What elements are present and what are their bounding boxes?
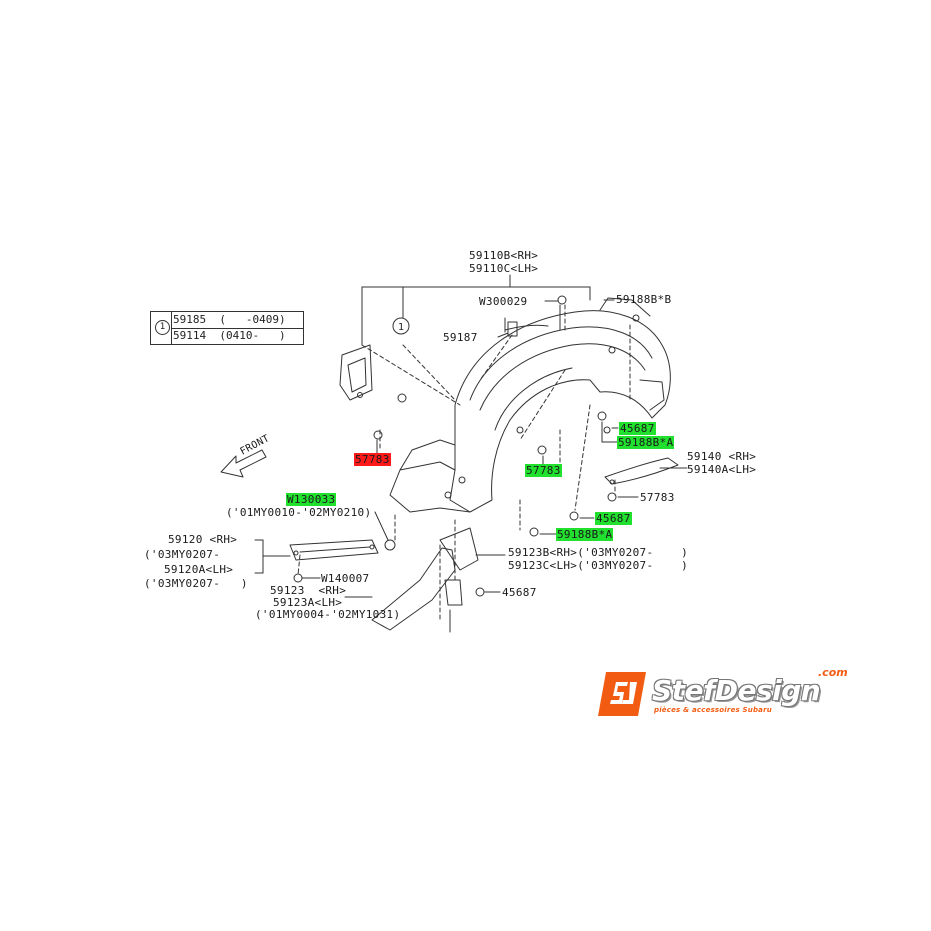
legend-part: 59114 xyxy=(173,329,207,342)
label-59120a: 59120A<LH> xyxy=(164,563,234,576)
splash-shield xyxy=(340,345,372,400)
bracket-59120 xyxy=(290,540,378,560)
legend-part: 59185 xyxy=(173,313,207,326)
label-45687-highlight-mid: 45687 xyxy=(596,512,631,525)
logo-brand: StefDesign xyxy=(652,674,821,707)
callout-marker: 1 xyxy=(397,322,405,333)
label-45687-highlight-top: 45687 xyxy=(620,422,655,435)
label-59123c: 59123C<LH>('03MY0207- ) xyxy=(508,559,688,572)
logo-monogram-icon xyxy=(596,670,648,718)
front-label: FRONT xyxy=(238,433,272,458)
label-w130033-range: ('01MY0010-'02MY0210) xyxy=(226,506,372,519)
stefdesign-logo xyxy=(596,668,856,718)
label-59120: 59120 <RH> xyxy=(168,533,238,546)
fender-liner-shape xyxy=(390,298,670,512)
label-w140007: W140007 xyxy=(321,572,370,585)
label-59123-range: ('01MY0004-'02MY1031) xyxy=(255,608,401,621)
logo-domain: .com xyxy=(818,666,848,679)
legend-range: ( -0409) xyxy=(219,313,286,326)
label-59188b-b: 59188B*B xyxy=(616,293,672,306)
label-57783-right: 57783 xyxy=(640,491,675,504)
label-59188b-a-highlight-top: 59188B*A xyxy=(618,436,674,449)
label-59110c: 59110C<LH> xyxy=(469,262,539,275)
legend-range: (0410- ) xyxy=(219,329,286,342)
logo-tagline: pièces & accessoires Subaru xyxy=(654,706,772,714)
label-59140a: 59140A<LH> xyxy=(687,463,757,476)
label-45687-bottom: 45687 xyxy=(502,586,537,599)
label-59187: 59187 xyxy=(443,331,478,344)
legend-row-1 xyxy=(173,313,286,326)
legend-box xyxy=(150,311,304,345)
label-57783-highlight: 57783 xyxy=(526,464,561,477)
legend-row-2 xyxy=(173,329,286,342)
label-59123b: 59123B<RH>('03MY0207- ) xyxy=(508,546,688,559)
label-59123: 59123 <RH> xyxy=(270,584,347,597)
label-w130033-highlight: W130033 xyxy=(287,493,336,506)
label-59120a-range: ('03MY0207- ) xyxy=(144,577,248,590)
label-w300029: W300029 xyxy=(479,295,528,308)
rear-bracket-59140 xyxy=(605,458,678,484)
label-59140: 59140 <RH> xyxy=(687,450,757,463)
label-57783-highlight-red: 57783 xyxy=(355,453,390,466)
label-59188b-a-highlight-mid: 59188B*A xyxy=(557,528,613,541)
label-59110b: 59110B<RH> xyxy=(469,249,539,262)
label-59123a: 59123A<LH> xyxy=(273,596,343,609)
label-59120-range: ('03MY0207- xyxy=(144,548,221,561)
legend-marker: 1 xyxy=(155,320,170,335)
